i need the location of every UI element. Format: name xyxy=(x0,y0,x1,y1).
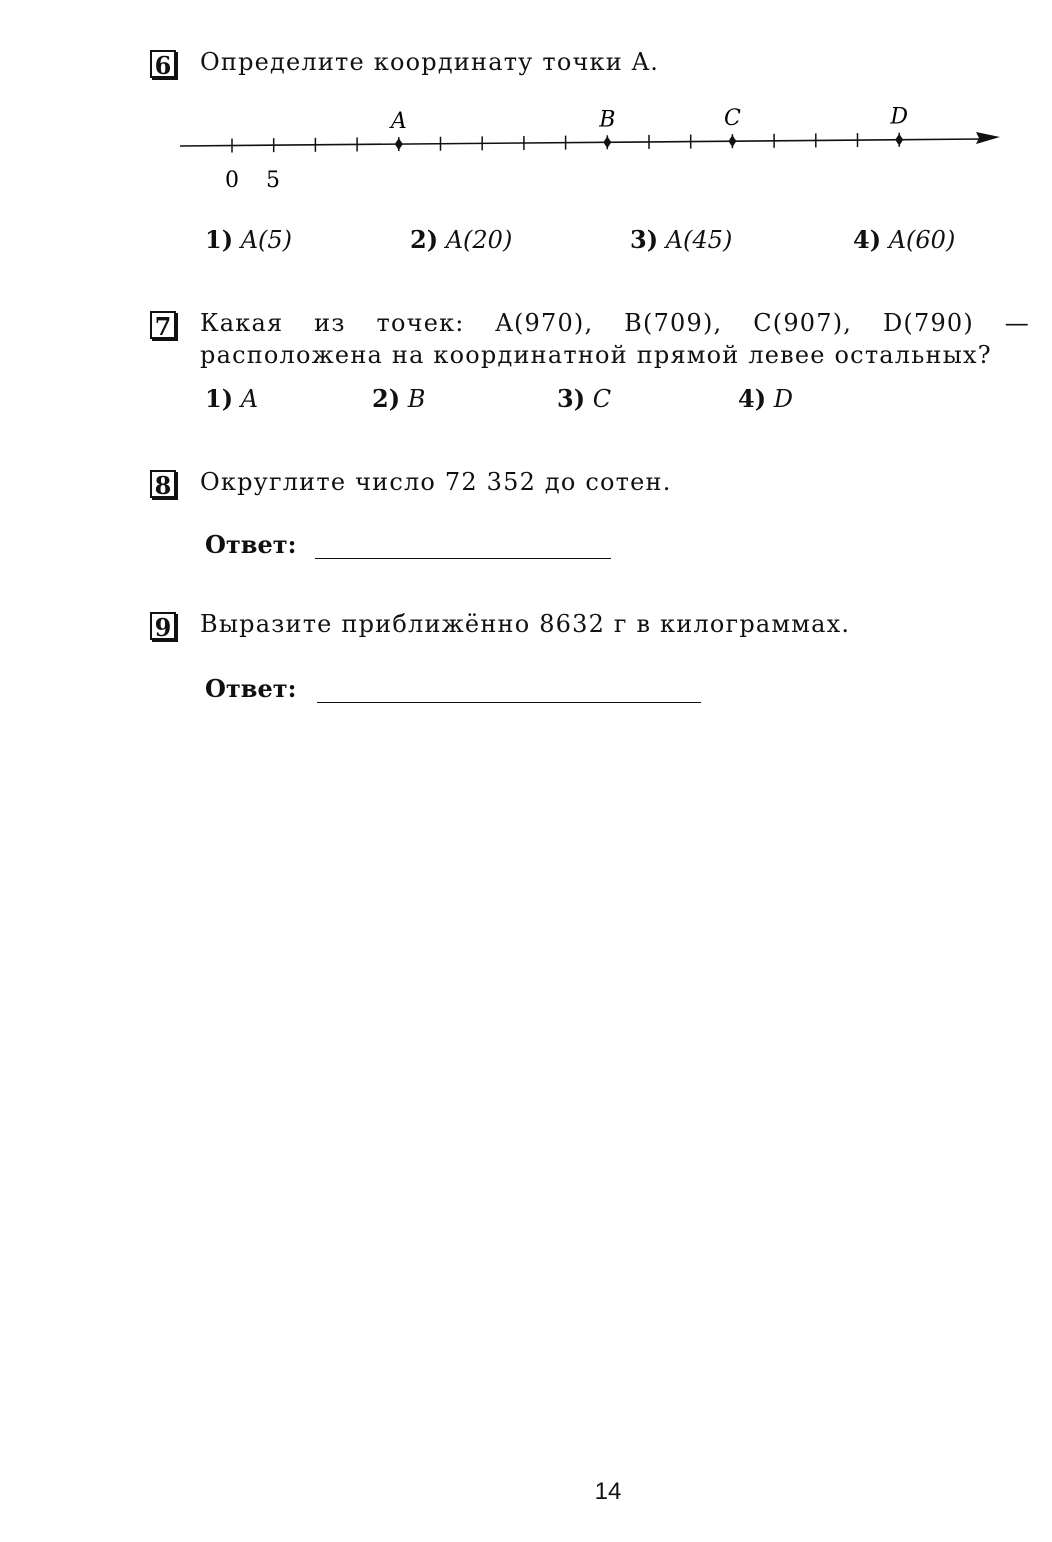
task-text: Определите координату точки A. xyxy=(200,48,660,76)
option-number: 4) xyxy=(738,384,767,413)
point-label-a: A xyxy=(390,109,407,135)
point-marker-c xyxy=(728,135,736,147)
option-number: 1) xyxy=(205,225,234,254)
task-text: Какая из точек: A(970), B(709), C(907), D(790) — расположена на координатной прямой левее остальных? xyxy=(200,309,1030,369)
task-6-options xyxy=(205,225,1025,259)
task-number-badge: 9 xyxy=(150,612,176,640)
option-number: 3) xyxy=(630,225,659,254)
point-label-d: D xyxy=(890,104,909,130)
task-text: Округлите число 72 352 до сотен. xyxy=(200,468,672,496)
option-number: 4) xyxy=(853,225,882,254)
option-1[interactable] xyxy=(205,384,258,413)
option-2[interactable] xyxy=(410,225,512,254)
answer-row xyxy=(205,530,765,564)
option-2[interactable] xyxy=(372,384,425,413)
point-label-c: C xyxy=(723,106,741,132)
answer-field[interactable] xyxy=(317,702,701,703)
number-line-axis xyxy=(180,139,982,146)
task-number-badge: 6 xyxy=(150,50,176,78)
option-value: A(60) xyxy=(888,226,956,254)
answer-label: Ответ: xyxy=(205,674,297,703)
tick-label-five: 5 xyxy=(266,168,280,193)
page-number: 14 xyxy=(594,1478,622,1505)
tick-label-zero: 0 xyxy=(225,168,239,193)
option-3[interactable] xyxy=(630,225,732,254)
option-value: B xyxy=(407,385,426,413)
answer-field[interactable] xyxy=(315,558,611,559)
option-1[interactable] xyxy=(205,225,292,254)
option-4[interactable] xyxy=(738,384,793,413)
task-7-options xyxy=(205,384,1025,418)
option-value: A(5) xyxy=(240,226,293,254)
option-value: A(20) xyxy=(445,226,513,254)
task-number-badge: 8 xyxy=(150,470,176,498)
task-text: Выразите приближённо 8632 г в килограммах. xyxy=(200,610,851,638)
option-3[interactable] xyxy=(557,384,611,413)
answer-label: Ответ: xyxy=(205,530,297,559)
point-marker-a xyxy=(395,138,403,150)
option-value: D xyxy=(773,385,793,413)
point-marker-d xyxy=(895,134,903,146)
option-value: A xyxy=(240,385,259,413)
option-number: 2) xyxy=(410,225,439,254)
number-line-arrow xyxy=(976,132,1000,144)
point-label-b: B xyxy=(599,107,616,133)
point-marker-b xyxy=(603,136,611,148)
number-line xyxy=(170,95,1010,195)
number-line-ticks xyxy=(232,133,899,153)
task-number-badge: 7 xyxy=(150,311,176,339)
answer-row xyxy=(205,674,765,708)
option-value: C xyxy=(592,385,612,413)
option-4[interactable] xyxy=(853,225,955,254)
option-number: 1) xyxy=(205,384,234,413)
option-number: 2) xyxy=(372,384,401,413)
option-number: 3) xyxy=(557,384,586,413)
option-value: A(45) xyxy=(665,226,733,254)
